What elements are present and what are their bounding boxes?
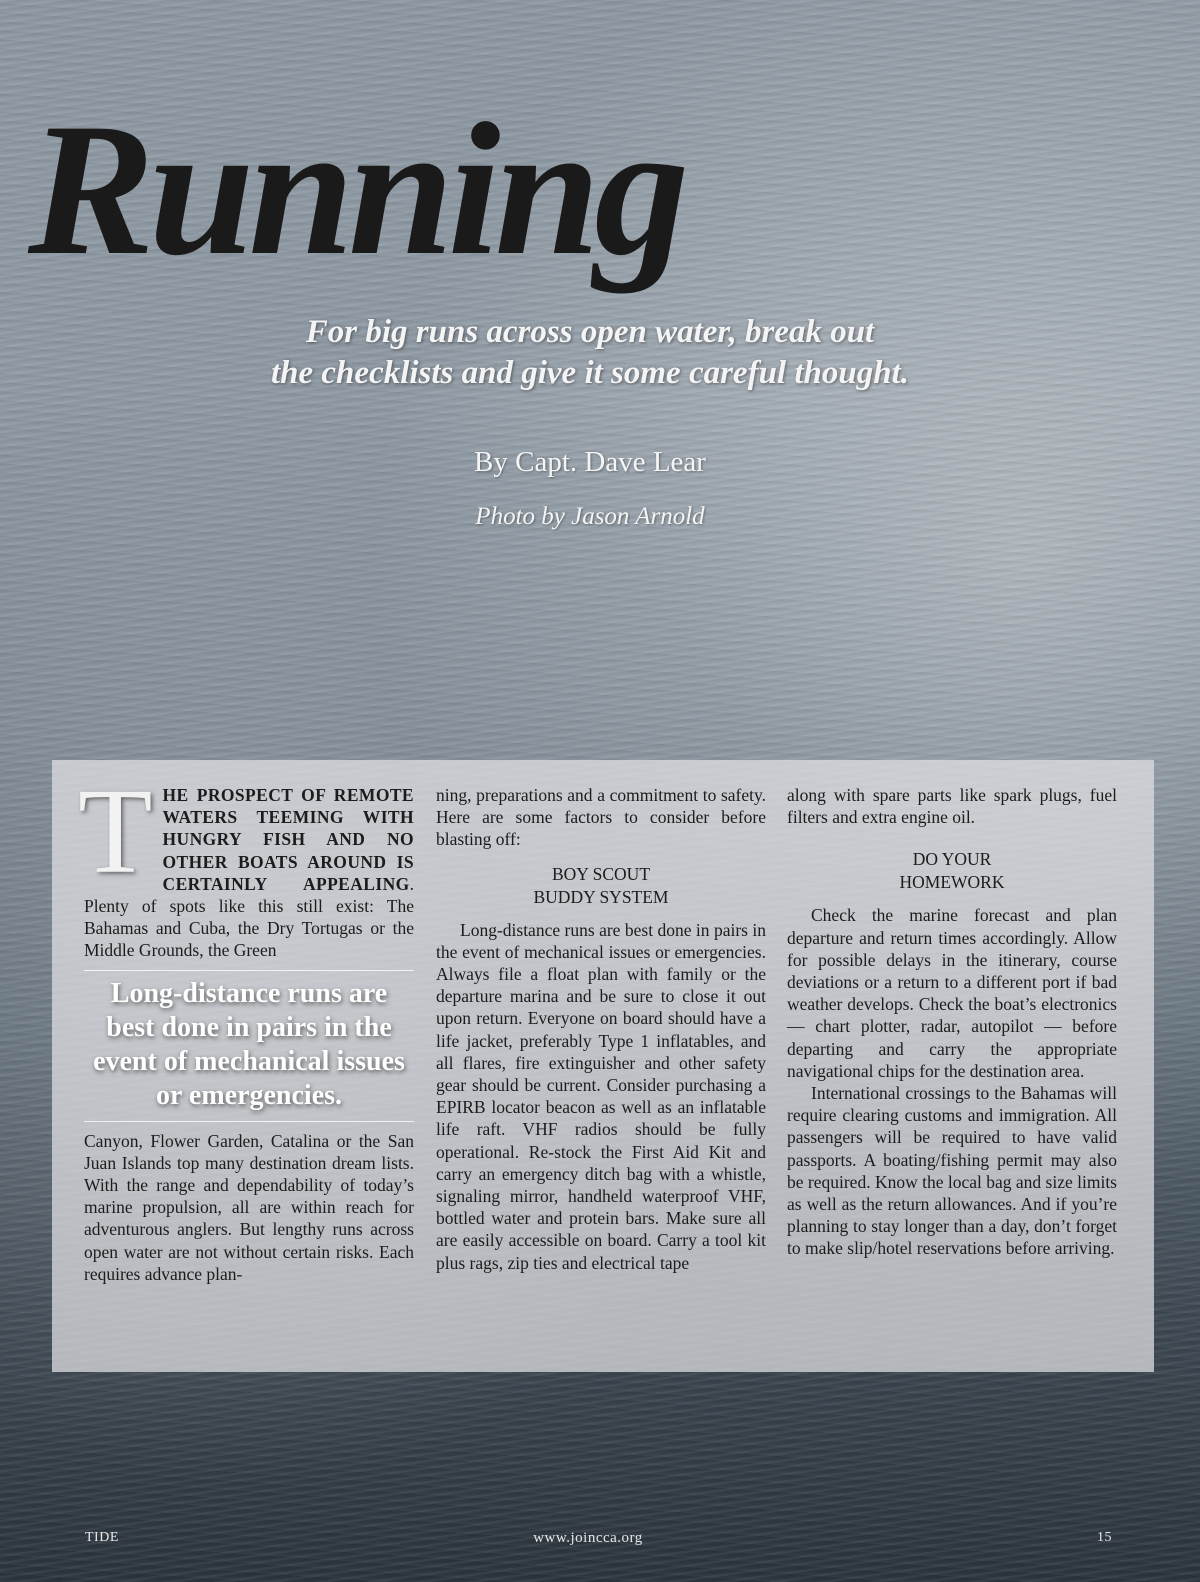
paragraph-forecast: Check the marine forecast and plan departure and return times accordingly. Allow for possible delays in the itinerary, course deviations or a return to a different port if bad weather develops. Check the boat’s electronics — chart plotter, radar, autopilot — before departing and carry the appropriate navigational chips for the destination area.	[787, 905, 1117, 1081]
subhead-buddy-system	[436, 863, 766, 909]
footer-page-number: 15	[1097, 1530, 1112, 1545]
subhead-line: DO YOUR	[912, 849, 992, 870]
pull-quote: Long-distance runs are best done in pairs in the event of mechanical issues or emergencies.	[84, 970, 414, 1122]
column-3	[787, 784, 1117, 1260]
subhead-homework	[787, 848, 1117, 894]
paragraph-buddy-system: Long-distance runs are best done in pairs in the event of mechanical issues or emergencies. Always file a float plan with family or the departure marina and be sure to close it out upon return. Everyone on board should have a life jacket, preferably Type 1 inflatables, and all flares, fire extinguisher and other safety gear should be current. Consider purchasing a EPIRB locator beacon as well as an inflatable life raft. VHF radios should be fully operational. Re-stock the First Aid Kit and carry an emergency ditch bag with a whistle, signaling mirror, handheld waterproof VHF, bottled water and protein bars. Make sure all are easily accessible on board. Carry a tool kit plus rags, zip ties and electrical tape	[436, 919, 766, 1273]
article-deck	[150, 312, 1030, 394]
paragraph-text: . Plenty of spots like this still exist: The Bahamas and Cuba, the Dry Tortugas or the Middle Grounds, the Green	[84, 873, 414, 961]
subhead-line: BOY SCOUT	[551, 863, 651, 884]
paragraph-intro	[78, 764, 414, 962]
paragraph-customs: International crossings to the Bahamas will require clearing customs and immigration. All passengers will be required to have valid passports. A boating/fishing permit may also be required. Know the local bag and size limits as well as the return allowances. And if you’re planning to stay longer than a day, don’t forget to make slip/hotel reservations before arriving.	[787, 1083, 1117, 1259]
byline: By Capt. Dave Lear	[474, 446, 706, 478]
drop-cap: T	[78, 764, 153, 899]
column-2	[436, 784, 766, 1274]
article-body-panel	[52, 760, 1154, 1372]
deck-line: the checklists and give it some careful thought.	[270, 355, 909, 391]
paragraph-continued-top: along with spare parts like spark plugs, fuel filters and extra engine oil.	[787, 785, 1117, 828]
subhead-line: BUDDY SYSTEM	[533, 886, 669, 907]
lead-in: HE PROSPECT OF REMOTE WATERS TEEMING WITH HUNGRY FISH AND NO OTHER BOATS AROUND IS CERTAINLY APPEALING	[162, 785, 414, 894]
paragraph-continued-top: ning, preparations and a commitment to safety. Here are some factors to consider before blasting off:	[436, 785, 766, 850]
article-title: Running	[28, 85, 684, 295]
footer-website: www.joincca.org	[533, 1530, 643, 1546]
column-1	[78, 764, 414, 1285]
paragraph-continued: Canyon, Flower Garden, Catalina or the San Juan Islands top many destination dream lists. With the range and dependability of today’s marine propulsion, all are within reach for adventurous anglers. But lengthy runs across open water are not without certain risks. Each requires advance plan-	[84, 1130, 414, 1284]
subhead-line: HOMEWORK	[899, 872, 1005, 893]
photo-credit: Photo by Jason Arnold	[475, 503, 705, 530]
deck-line: For big runs across open water, break out	[305, 314, 875, 350]
footer-publication: TIDE	[85, 1530, 119, 1545]
